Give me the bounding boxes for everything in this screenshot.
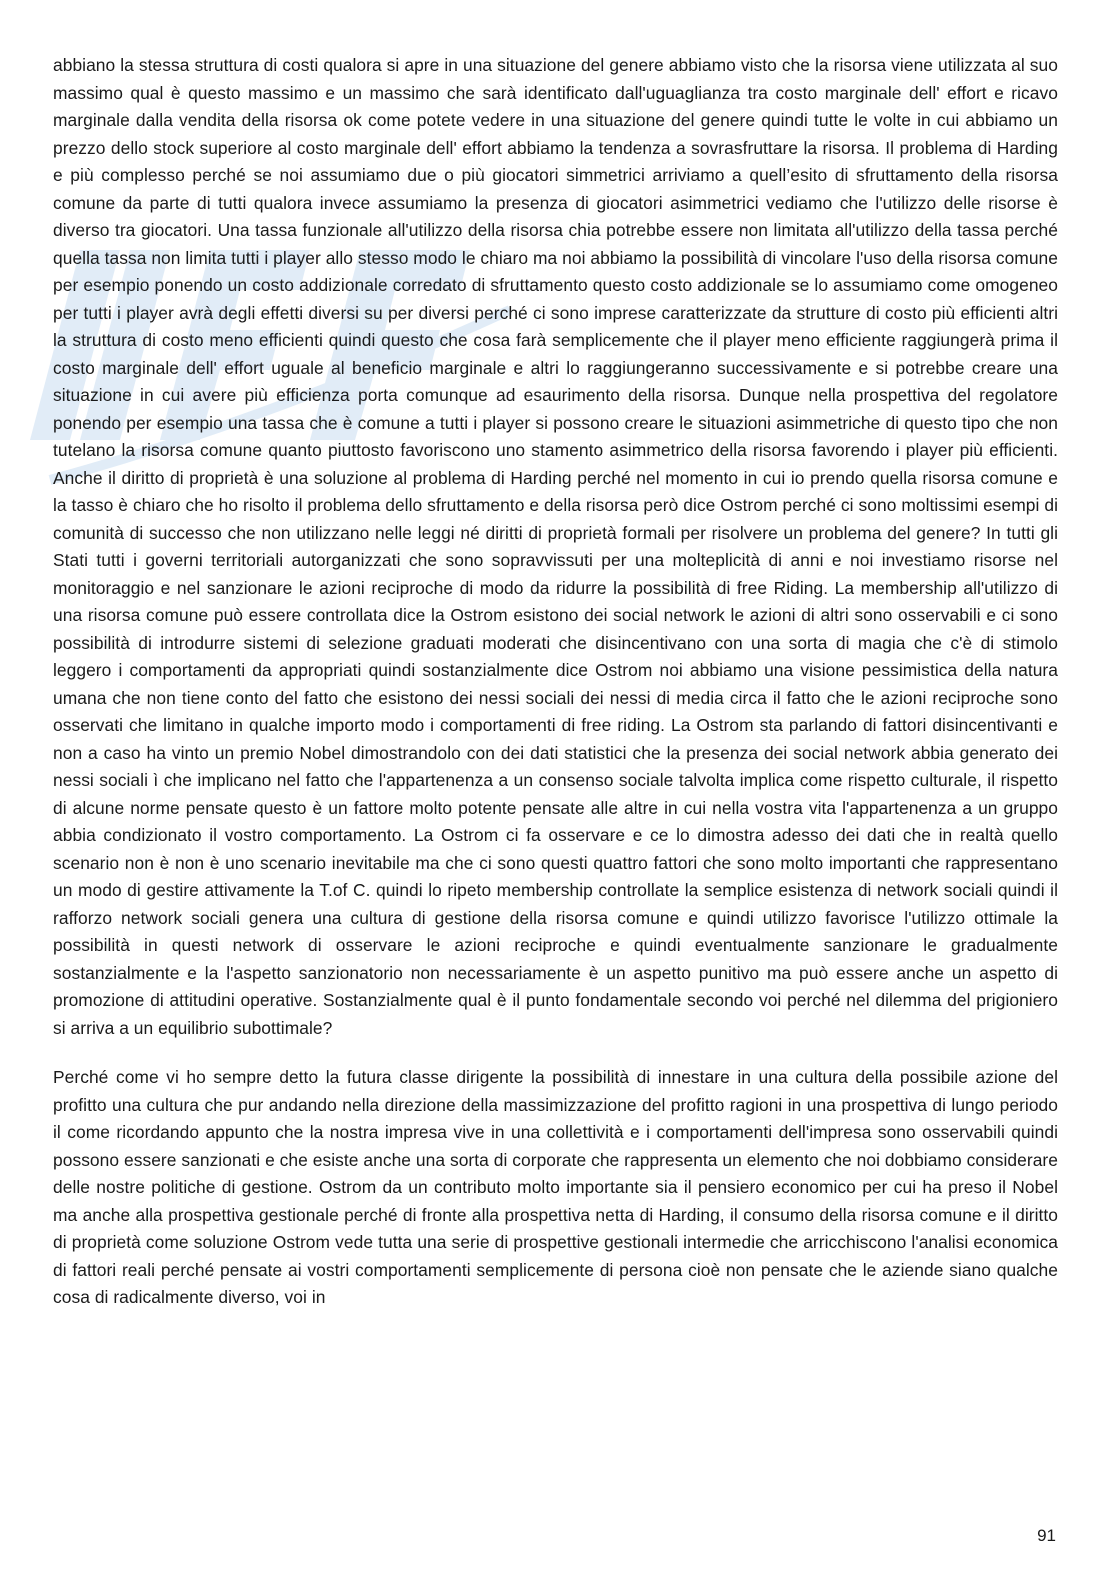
page-body bbox=[53, 52, 1058, 1312]
paragraph-2: Perché come vi ho sempre detto la futura classe dirigente la possibilità di innestare in una cultura della possibile azione del profitto una cultura che pur andando nella direzione della massimizzazione del profitto ragioni in una prospettiva di lungo periodo il come ricordando appunto che la nostra impresa vive in una collettività e i comportamenti dell'impresa sono osservabili quindi possono essere sanzionati e che esiste anche una sorta di corporate che rappresenta un elemento che noi dobbiamo considerare delle nostre politiche di gestione. Ostrom da un contributo molto importante sia il pensiero economico per cui ha preso il Nobel ma anche alla prospettiva gestionale perché di fronte alla prospettiva netta di Harding, il consumo della risorsa comune e il diritto di proprietà come soluzione Ostrom vede tutta una serie di prospettive gestionali intermedie che arricchiscono l'analisi economica di fattori reali perché pensate ai vostri comportamenti semplicemente di persona cioè non pensate che le aziende siano qualche cosa di radicalmente diverso, voi in bbox=[53, 1067, 1058, 1307]
page-number: 91 bbox=[1037, 1526, 1056, 1545]
paragraph-1: abbiano la stessa struttura di costi qualora si apre in una situazione del genere abbiamo visto che la risorsa viene utilizzata al suo massimo qual è questo massimo e un massimo che sarà identificato dall'uguaglianza tra costo marginale dell' effort e ricavo marginale dalla vendita della risorsa ok come potete vedere in una situazione del genere quindi tutte le volte in cui abbiamo un prezzo dello stock superiore al costo marginale dell' effort abbiamo la tendenza a sovrasfruttare la risorsa. Il problema di Harding e più complesso perché se noi assumiamo due o più giocatori simmetrici arriviamo a quell’esito di sfruttamento della risorsa comune da parte di tutti qualora invece assumiamo la presenza di giocatori asimmetrici vediamo che l'utilizzo delle risorse è diverso tra giocatori. Una tassa funzionale all'utilizzo della risorsa chia potrebbe essere non limitata all'utilizzo della tassa perché quella tassa non limita tutti i player allo stesso modo le chiaro ma noi abbiamo la possibilità di vincolare l'uso della risorsa comune per esempio ponendo un costo addizionale corredato di sfruttamento questo costo addizionale se lo assumiamo come omogeneo per tutti i player avrà degli effetti diversi su per diversi perché ci sono imprese caratterizzate da strutture di costo più efficienti altri la struttura di costo meno efficienti quindi questo che cosa farà semplicemente che il player meno efficiente raggiungerà prima il costo marginale dell' effort uguale al beneficio marginale e altri lo raggiungeranno successivamente e si potrebbe creare una situazione in cui avere più efficienza porta comunque ad esaurimento della risorsa. Dunque nella prospettiva del regolatore ponendo per esempio una tassa che è comune a tutti i player si possono creare le situazioni asimmetriche di questo tipo che non tutelano la risorsa comune quanto piuttosto favoriscono uno stamento asimmetrico della risorsa favorendo i player più efficienti. Anche il diritto di proprietà è una soluzione al problema di Harding perché nel momento in cui io prendo quella risorsa comune e la tasso è chiaro che ho risolto il problema dello sfruttamento e della risorsa però dice Ostrom perché ci sono moltissimi esempi di comunità di successo che non utilizzano nelle leggi né diritti di proprietà formali per risolvere un problema del genere? In tutti gli Stati tutti i governi territoriali autorganizzati che sono sopravvissuti per una molteplicità di anni e noi investiamo risorse nel monitoraggio e nel sanzionare le azioni reciproche di modo da ridurre la possibilità di free Riding. La membership all'utilizzo di una risorsa comune può essere controllata dice la Ostrom esistono dei social network le azioni di altri sono osservabili e ci sono possibilità di introdurre sistemi di selezione graduati moderati che disincentivano con una sorta di magia che c'è di stimolo leggero i comportamenti da appropriati quindi sostanzialmente dice Ostrom noi abbiamo una visione pessimistica della natura umana che non tiene conto del fatto che esistono dei nessi sociali dei nessi di media circa il fatto che le azioni reciproche sono osservati che limitano in qualche importo modo i comportamenti di free riding. La Ostrom sta parlando di fattori disincentivanti e non a caso ha vinto un premio Nobel dimostrandolo con dei dati statistici che la presenza dei social network abbia generato dei nessi sociali ì che implicano nel fatto che l'appartenenza a un consenso sociale talvolta implica come rispetto culturale, il rispetto di alcune norme pensate questo è un fattore molto potente pensate alle altre in cui nella vostra vita l'appartenenza a un gruppo abbia condizionato il vostro comportamento. La Ostrom ci fa osservare e ce lo dimostra adesso dei dati che in realtà quello scenario non è non è uno scenario inevitabile ma che ci sono questi quattro fattori che sono molto importanti che rappresentano un modo di gestire attivamente la T.of C. quindi lo ripeto membership controllate la semplice esistenza di network sociali quindi il rafforzo network sociali genera una cultura di gestione della risorsa comune e quindi utilizzo favorisce l'utilizzo ottimale la possibilità in questi network di osservare le azioni reciproche e quindi eventualmente sanzionare le gradualmente sostanzialmente e la l'aspetto sanzionatorio non necessariamente è un aspetto punitivo ma può essere anche un aspetto di promozione di attitudini operative. Sostanzialmente qual è il punto fondamentale secondo voi perché nel dilemma del prigioniero si arriva a un equilibrio subottimale? bbox=[53, 55, 1058, 1038]
